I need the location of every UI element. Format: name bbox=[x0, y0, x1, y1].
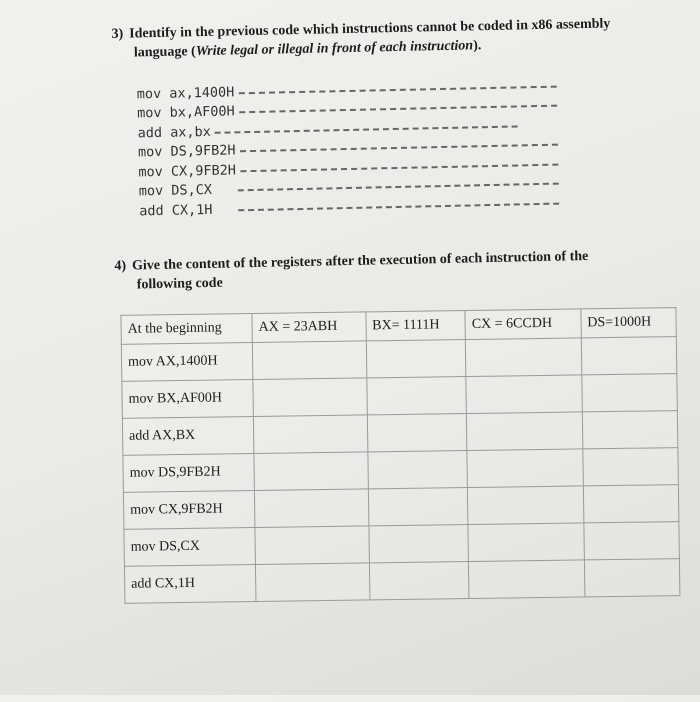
answer-cell-ds[interactable] bbox=[583, 485, 679, 523]
code-instruction: mov DS,9FB2H bbox=[137, 142, 236, 161]
answer-blank-line bbox=[239, 105, 557, 114]
row-instruction: add AX,BX bbox=[122, 417, 254, 456]
question-3-text-line1: Identify in the previous code which instructions cannot be coded in x86 assembly bbox=[129, 16, 611, 42]
answer-cell-bx[interactable] bbox=[368, 525, 468, 563]
answer-blank-line bbox=[238, 202, 559, 211]
question-4 bbox=[114, 246, 655, 295]
answer-blank-line bbox=[240, 163, 558, 172]
answer-blank-line bbox=[238, 183, 559, 192]
question-4-number: 4) bbox=[114, 258, 127, 274]
answer-cell-ax[interactable] bbox=[252, 341, 366, 380]
answer-cell-cx[interactable] bbox=[466, 338, 582, 377]
answer-cell-ds[interactable] bbox=[584, 559, 680, 597]
answer-cell-cx[interactable] bbox=[467, 449, 583, 488]
header-cell-ax: AX = 23ABH bbox=[252, 312, 366, 343]
header-cell-cx: CX = 6CCDH bbox=[465, 309, 581, 340]
answer-cell-bx[interactable] bbox=[369, 562, 469, 600]
question-4-text-line2: following code bbox=[136, 275, 223, 293]
answer-cell-ax[interactable] bbox=[254, 489, 368, 528]
answer-cell-ax[interactable] bbox=[255, 526, 369, 565]
row-instruction: add CX,1H bbox=[124, 565, 256, 604]
answer-cell-ax[interactable] bbox=[254, 452, 368, 491]
question-3-line2-suffix: ). bbox=[472, 38, 482, 54]
code-instruction: mov ax,1400H bbox=[136, 84, 235, 103]
row-instruction: mov BX,AF00H bbox=[122, 380, 254, 419]
answer-cell-bx[interactable] bbox=[366, 377, 466, 415]
code-instruction: mov bx,AF00H bbox=[137, 103, 235, 122]
answer-cell-ds[interactable] bbox=[582, 411, 678, 449]
question-3-number: 3) bbox=[111, 26, 124, 42]
answer-cell-ds[interactable] bbox=[583, 448, 679, 486]
answer-blank-line bbox=[215, 125, 518, 133]
row-instruction: mov CX,9FB2H bbox=[123, 491, 255, 530]
question-4-text-line1: Give the content of the registers after the execution of each instruction of the bbox=[131, 248, 589, 274]
answer-cell-cx[interactable] bbox=[469, 560, 585, 599]
code-instruction: add ax,bx bbox=[137, 123, 211, 142]
register-table bbox=[120, 307, 680, 604]
header-cell-ds: DS=1000H bbox=[581, 308, 677, 338]
header-cell-initial: At the beginning bbox=[121, 314, 252, 345]
answer-cell-ax[interactable] bbox=[253, 415, 367, 454]
code-instruction: add CX,1H bbox=[139, 201, 213, 220]
table-row bbox=[124, 559, 679, 604]
row-instruction: mov DS,9FB2H bbox=[123, 454, 255, 493]
row-instruction: mov AX,1400H bbox=[121, 343, 253, 382]
answer-cell-cx[interactable] bbox=[467, 412, 583, 451]
answer-blank-line bbox=[240, 144, 558, 153]
answer-cell-cx[interactable] bbox=[466, 375, 582, 414]
question-3-instruction-emphasis: Write legal or illegal in front of each instruction bbox=[195, 38, 474, 60]
question-3-line2-prefix: language ( bbox=[133, 44, 196, 61]
answer-cell-ax[interactable] bbox=[253, 378, 367, 417]
answer-cell-cx[interactable] bbox=[468, 523, 584, 562]
code-instruction: mov CX,9FB2H bbox=[138, 162, 237, 181]
answer-cell-ds[interactable] bbox=[584, 522, 680, 560]
answer-cell-bx[interactable] bbox=[368, 488, 468, 526]
answer-cell-bx[interactable] bbox=[367, 414, 467, 452]
answer-cell-cx[interactable] bbox=[468, 486, 584, 525]
answer-cell-ds[interactable] bbox=[581, 337, 677, 375]
row-instruction: mov DS,CX bbox=[124, 528, 256, 567]
answer-cell-bx[interactable] bbox=[366, 340, 466, 378]
answer-cell-ax[interactable] bbox=[255, 563, 369, 602]
answer-cell-ds[interactable] bbox=[582, 374, 678, 412]
code-instruction: mov DS,CX bbox=[138, 182, 213, 200]
question-3 bbox=[111, 14, 652, 63]
answer-cell-bx[interactable] bbox=[367, 451, 467, 489]
header-cell-bx: BX= 1111H bbox=[366, 311, 466, 341]
answer-blank-line bbox=[238, 85, 556, 94]
assembly-code-list bbox=[137, 76, 560, 221]
